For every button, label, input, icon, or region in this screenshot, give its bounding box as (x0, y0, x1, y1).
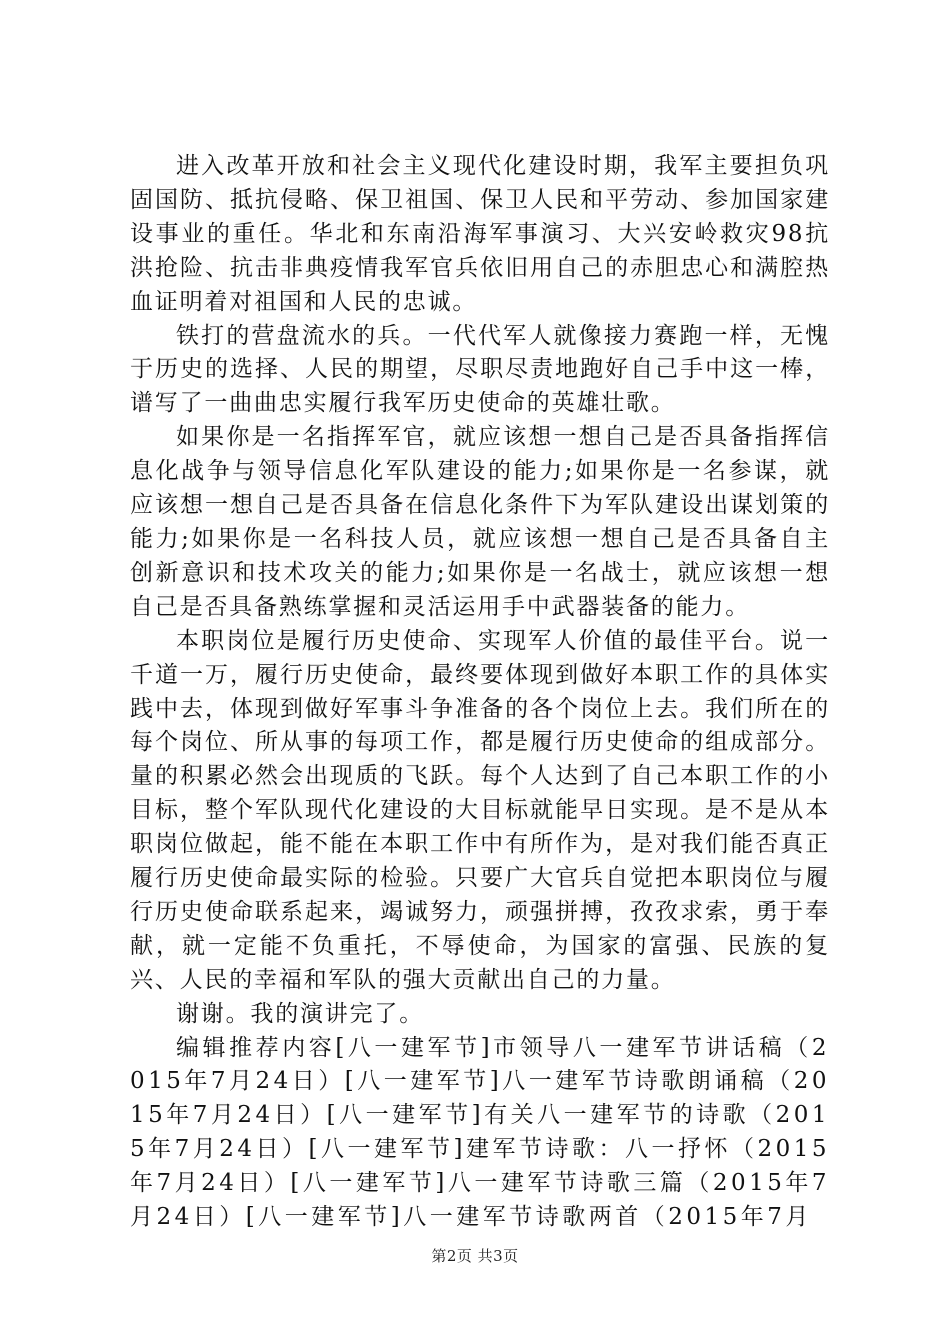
paragraph: 铁打的营盘流水的兵。一代代军人就像接力赛跑一样，无愧于历史的选择、人民的期望，尽职尽责地跑好自己手中这一棒，谱写了一曲曲忠实履行我军历史使命的英雄壮歌。 (130, 322, 830, 417)
page-number-footer: 第2页 共3页 (431, 1247, 519, 1265)
paragraph: 如果你是一名指挥军官，就应该想一想自己是否具备指挥信息化战争与领导信息化军队建设的能力;如果你是一名参谋，就应该想一想自己是否具备在信息化条件下为军队建设出谋划策的能力;如果你是一名科技人员，就应该想一想自己是否具备自主创新意识和技术攻关的能力;如果你是一名战士，就应该想一想自己是否具备熟练掌握和灵活运用手中武器装备的能力。 (130, 424, 830, 620)
paragraph: 谢谢。我的演讲完了。 (176, 1000, 424, 1027)
paragraph: 本职岗位是履行历史使命、实现军人价值的最佳平台。说一千道一万，履行历史使命，最终要体现到做好本职工作的具体实践中去，体现到做好军事斗争准备的各个岗位上去。我们所在的每个岗位、所从事的每项工作，都是履行历史使命的组成部分。量的积累必然会出现质的飞跃。每个人达到了自己本职工作的小目标，整个军队现代化建设的大目标就能早日实现。是不是从本职岗位做起，能不能在本职工作中有所作为，是对我们能否真正履行历史使命最实际的检验。只要广大官兵自觉把本职岗位与履行历史使命联系起来，竭诚努力，顽强拼搏，孜孜求索，勇于奉献，就一定能不负重托，不辱使命，为国家的富强、民族的复兴、人民的幸福和军队的强大贡献出自己的力量。 (130, 627, 830, 993)
paragraph: 进入改革开放和社会主义现代化建设时期，我军主要担负巩固国防、抵抗侵略、保卫祖国、保卫人民和平劳动、参加国家建设事业的重任。华北和东南沿海军事演习、大兴安岭救灾98抗洪抢险、抗击非典疫情我军官兵依旧用自己的赤胆忠心和满腔热血证明着对祖国和人民的忠诚。 (130, 153, 830, 315)
document-body (130, 150, 830, 1235)
recommended-content-paragraph: 编辑推荐内容[八一建军节]市领导八一建军节讲话稿（2015年7月24日）[八一建军节]八一建军节诗歌朗诵稿（2015年7月24日）[八一建军节]有关八一建军节的诗歌（2015年7月24日）[八一建军节]建军节诗歌：八一抒怀（2015年7月24日）[八一建军节]八一建军节诗歌三篇（2015年7月24日）[八一建军节]八一建军节诗歌两首（2015年7月 (130, 1034, 831, 1231)
